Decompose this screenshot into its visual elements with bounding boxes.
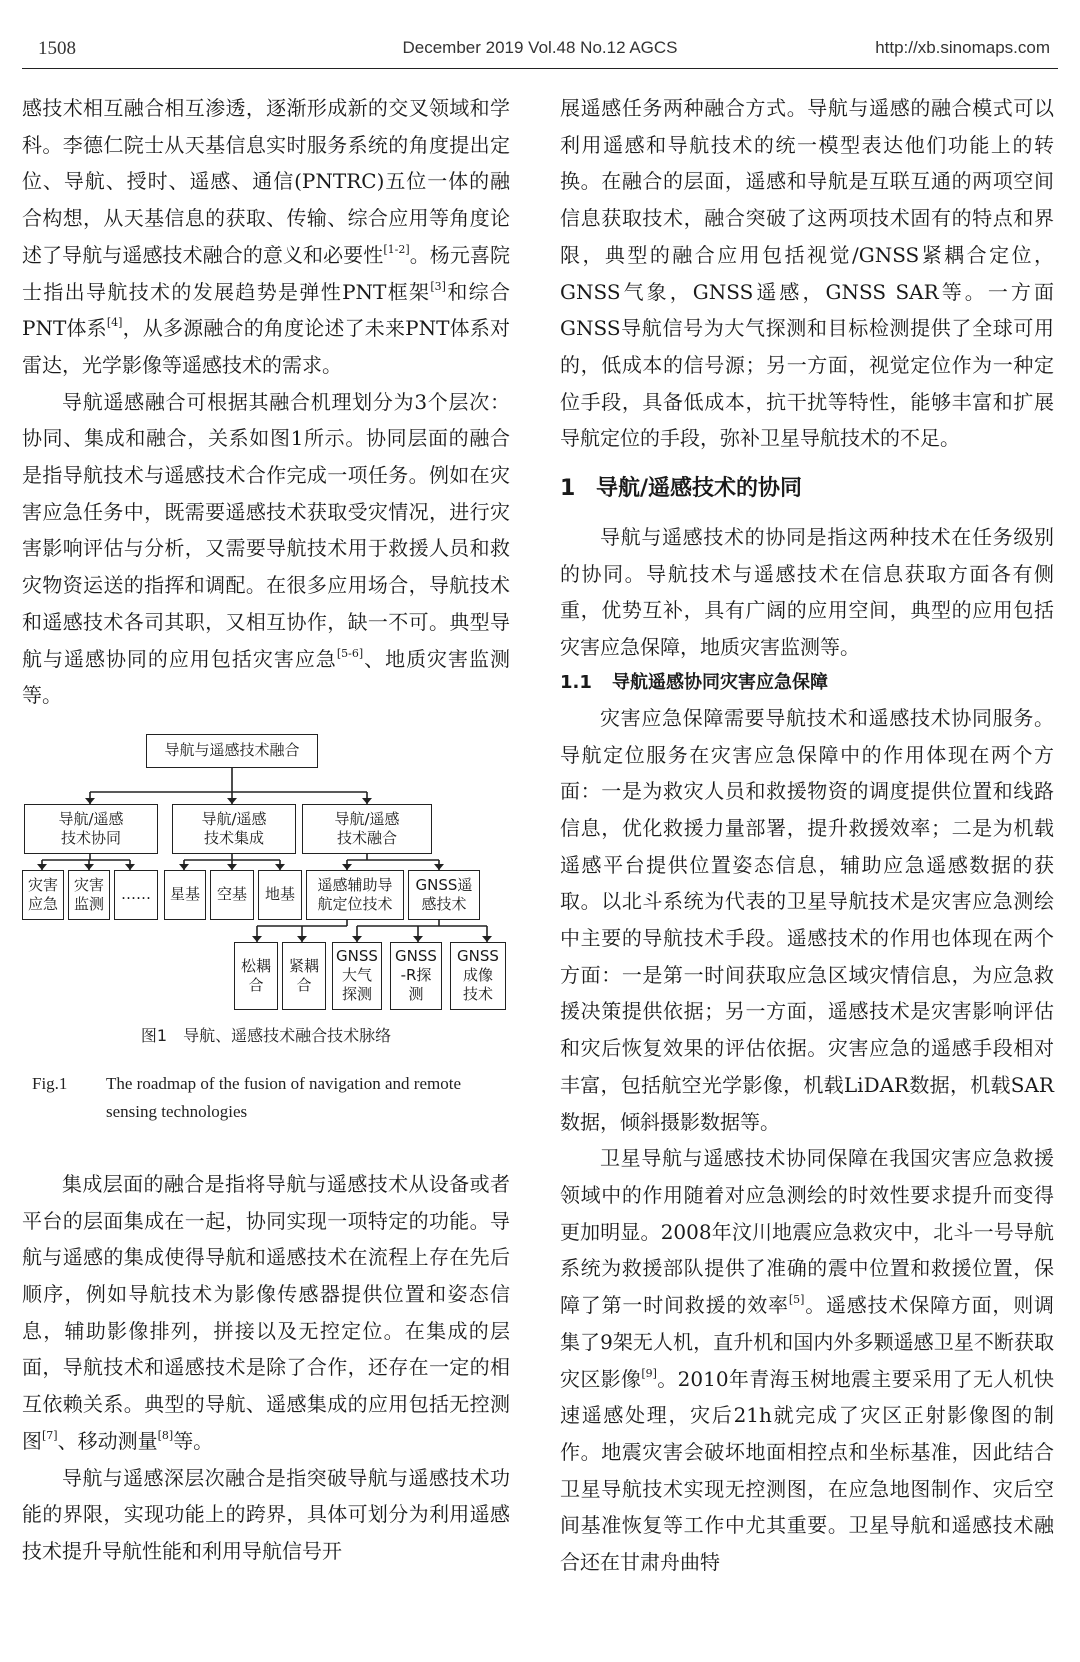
- paragraph-4: 导航与遥感深层次融合是指突破导航与遥感技术功能的界限，实现功能上的跨界，具体可划分为利用遥感技术提升导航性能和利用导航信号开: [22, 1465, 510, 1563]
- paragraph-r3: 灾害应急保障需要导航技术和遥感技术协同服务。导航定位服务在灾害应急保障中的作用体现在两个方面：一是为救灾人员和救援物资的调度提供位置和线路信息，优化救援力量部署，提升救援效率；二是为机载遥感平台提供位置姿态信息，辅助应急遥感数据的获取。以北斗系统为代表的卫星导航技术是灾害应急测绘中主要的导航技术手段。遥感技术的作用也体现在两个方面：一是第一时间获取应急区域灾情信息，为应急救援决策提供依据；另一方面，遥感技术是灾害影响评估和灾后恢复效果的评估依据。灾害应急的遥感手段相对丰富，包括航空光学影像，机载LiDAR数据，机载SAR数据，倾斜摄影数据等。: [560, 705, 1054, 1134]
- citation[interactable]: [8]: [157, 1428, 174, 1442]
- figure-caption: [22, 1020, 510, 1048]
- diagram-node-collaboration: 导航/遥感 技术协同: [24, 804, 158, 854]
- citation[interactable]: [3]: [430, 279, 446, 293]
- diagram-leaf-tight-coupling: 紧耦 合: [282, 942, 326, 1010]
- citation[interactable]: [4]: [106, 316, 123, 330]
- diagram-leaf-air-based: 空基: [210, 870, 254, 920]
- journal-url[interactable]: http://xb.sinomaps.com: [875, 38, 1050, 57]
- citation[interactable]: [1-2]: [383, 242, 410, 256]
- citation[interactable]: [9]: [641, 1366, 657, 1380]
- paragraph-2: 导航遥感融合可根据其融合机理划分为3个层次：协同、集成和融合，关系如图1所示。协同层面的融合是指导航技术与遥感技术合作完成一项任务。例如在灾害应急任务中，既需要遥感技术获取受灾情况，进行灾害影响评估与分析，又需要导航技术用于救援人员和救灾物资运送的指挥和调配。在很多应用场合，导航技术和遥感技术各司其职，又相互协作，缺一不可。典型导航与遥感协同的应用包括灾害应急[5-6]、地质灾害监测等。: [22, 389, 511, 708]
- citation[interactable]: [5]: [788, 1293, 805, 1307]
- diagram-leaf-gnss-atmosphere: GNSS 大气 探测: [332, 942, 382, 1010]
- diagram-node-integration: 导航/遥感 技术集成: [172, 804, 296, 854]
- paragraph-3: 集成层面的融合是指将导航与遥感技术从设备或者平台的层面集成在一起，协同实现一项特定的功能。导航与遥感的集成使得导航和遥感技术在流程上存在先后顺序，例如导航技术为影像传感器提供位置和姿态信息，辅助影像排列，拼接以及无控定位。在集成的层面，导航技术和遥感技术是除了合作，还存在一定的相互依赖关系。典型的导航、遥感集成的应用包括无控测图[7]、移动测量[8]等。: [22, 1171, 510, 1453]
- right-column: [560, 90, 1054, 1581]
- section-title: 导航/遥感技术的协同: [596, 476, 803, 502]
- paragraph-r2: 导航与遥感技术的协同是指这两种技术在任务级别的协同。导航技术与遥感技术在信息获取方面各有侧重，优势互补，具有广阔的应用空间，典型的应用包括灾害应急保障，地质灾害监测等。: [560, 525, 1054, 660]
- diagram-leaf-disaster-emergency: 灾害 应急: [22, 870, 64, 920]
- paragraph-r1: 展遥感任务两种融合方式。导航与遥感的融合模式可以利用遥感和导航技术的统一模型表达他们功能上的转换。在融合的层面，遥感和导航是互联互通的两项空间信息获取技术，融合突破了这两项技术固有的特点和界限，典型的融合应用包括视觉/GNSS紧耦合定位，GNSS气象，GNSS遥感，GNSS SAR等。一方面GNSS导航信号为大气探测和目标检测提供了全球可用的，低成本的信号源；另一方面，视觉定位作为一种定位手段，具备低成本，抗干扰等特性，能够丰富和扩展导航定位的手段，弥补卫星导航技术的不足。: [560, 96, 1054, 451]
- diagram-leaf-gnss-imaging: GNSS 成像 技术: [450, 942, 506, 1010]
- figure-caption-cn: 图1 导航、遥感技术融合技术脉络: [140, 1025, 392, 1045]
- diagram-node-gnss-remote-sensing: GNSS遥 感技术: [408, 870, 480, 920]
- section-heading-1: [560, 471, 1054, 507]
- paragraph-r4: 卫星导航与遥感技术协同保障在我国灾害应急救援领域中的作用随着对应急测绘的时效性要求提升而变得更加明显。2008年汶川地震应急救灾中，北斗一号导航系统为救援部队提供了准确的震中位置和救援位置，保障了第一时间救援的效率[5]。遥感技术保障方面，则调集了9架无人机，直升机和国内外多颗遥感卫星不断获取灾区影像[9]。2010年青海玉树地震主要采用了无人机快速遥感处理，灾后21h就完成了灾区正射影像图的制作。地震灾害会破坏地面相控点和坐标基准，因此结合卫星导航技术实现无控测图，在应急地图制作、灾后空间基准恢复等工作中尤其重要。卫星导航和遥感技术融合还在甘肃舟曲特: [560, 1146, 1055, 1575]
- diagram-leaf-gnss-r: GNSS -R探 测: [390, 942, 442, 1010]
- journal-info: December 2019 Vol.48 No.12 AGCS: [402, 38, 678, 57]
- page-header: [22, 34, 1058, 64]
- citation[interactable]: [7]: [42, 1428, 58, 1442]
- diagram-root-node: 导航与遥感技术融合: [146, 734, 318, 768]
- figure-caption-en: [22, 1070, 510, 1126]
- diagram-leaf-disaster-monitoring: 灾害 监测: [68, 870, 110, 920]
- diagram-leaf-ground-based: 地基: [258, 870, 302, 920]
- figure-caption-en-text: The roadmap of the fusion of navigation and remote sensing technologies: [106, 1073, 461, 1121]
- subsection-heading-1-1: [560, 666, 1054, 700]
- section-number: 1: [560, 476, 576, 502]
- diagram-node-fusion: 导航/遥感 技术融合: [302, 804, 432, 854]
- subsection-title: 导航遥感协同灾害应急保障: [612, 671, 828, 693]
- diagram-leaf-space-based: 星基: [164, 870, 206, 920]
- diagram-leaf-ellipsis: ……: [114, 870, 158, 920]
- page-number: 1508: [38, 38, 76, 59]
- diagram-leaf-loose-coupling: 松耦 合: [234, 942, 278, 1010]
- citation[interactable]: [5-6]: [336, 646, 364, 660]
- left-column: [22, 90, 510, 1570]
- header-rule: [22, 68, 1058, 69]
- subsection-number: 1.1: [560, 671, 592, 693]
- figure-1-diagram: [22, 732, 510, 1062]
- diagram-node-rs-aided-navigation: 遥感辅助导 航定位技术: [306, 870, 404, 920]
- figure-label: Fig.1: [32, 1073, 68, 1093]
- paragraph-1: 感技术相互融合相互渗透，逐渐形成新的交叉领域和学科。李德仁院士从天基信息实时服务系统的角度提出定位、导航、授时、遥感、通信(PNTRC)五位一体的融合构想，从天基信息的获取、传输、综合应用等角度论述了导航与遥感技术融合的意义和必要性[1-2]。杨元喜院士指出导航技术的发展趋势是弹性PNT框架[3]和综合PNT体系[4]，从多源融合的角度论述了未来PNT体系对雷达，光学影像等遥感技术的需求。: [22, 96, 511, 377]
